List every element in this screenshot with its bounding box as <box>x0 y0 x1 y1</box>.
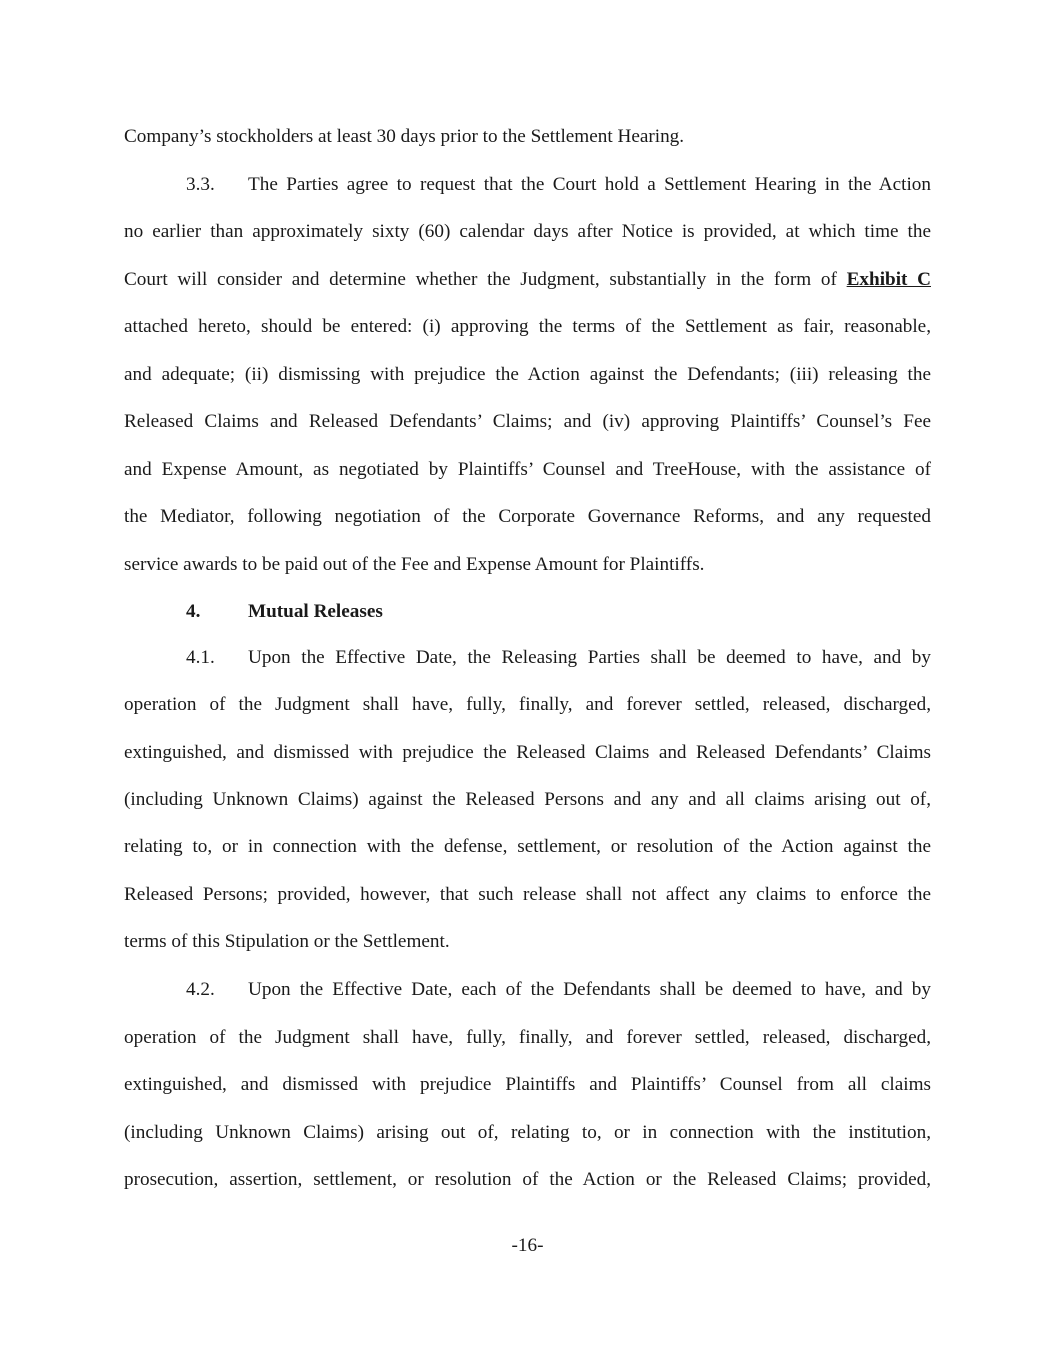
section-4-1-first-line <box>124 646 931 670</box>
section-4-number: 4. <box>186 601 201 622</box>
section-3-3-first-line <box>124 173 931 197</box>
section-4-2-number: 4.2. <box>186 979 215 1000</box>
section-3-3-text: The Parties agree to request that the Court hold a Settlement Hearing in the Action <box>248 174 931 195</box>
section-3-3-line: no earlier than approximately sixty (60) calendar days after Notice is provided, at which time the <box>124 221 931 242</box>
section-4-1-number: 4.1. <box>186 647 215 668</box>
section-4-2-line: extinguished, and dismissed with prejudice Plaintiffs and Plaintiffs’ Counsel from all claims <box>124 1074 931 1095</box>
section-4-heading <box>186 600 383 624</box>
section-4-2-line: operation of the Judgment shall have, fully, finally, and forever settled, released, discharged, <box>124 1027 931 1048</box>
section-3-3-line: Released Claims and Released Defendants’ Claims; and (iv) approving Plaintiffs’ Counsel’s Fee <box>124 411 931 432</box>
section-4-2-line: (including Unknown Claims) arising out of, relating to, or in connection with the institution, <box>124 1122 931 1143</box>
section-3-3-line: and adequate; (ii) dismissing with prejudice the Action against the Defendants; (iii) releasing the <box>124 364 931 385</box>
section-4-2-text: Upon the Effective Date, each of the Defendants shall be deemed to have, and by <box>248 979 931 1000</box>
section-3-3-line: and Expense Amount, as negotiated by Plaintiffs’ Counsel and TreeHouse, with the assistance of <box>124 459 931 480</box>
section-3-3-line: the Mediator, following negotiation of the Corporate Governance Reforms, and any requested <box>124 506 931 527</box>
page-number: -16- <box>511 1235 544 1256</box>
section-4-1-text: Upon the Effective Date, the Releasing Parties shall be deemed to have, and by <box>248 647 931 668</box>
continuation-text: Company’s stockholders at least 30 days prior to the Settlement Hearing. <box>124 126 685 147</box>
section-4-1-last-line: terms of this Stipulation or the Settlement. <box>124 931 450 952</box>
exhibit-c-reference: Exhibit C <box>846 269 931 290</box>
section-4-1-line: (including Unknown Claims) against the Released Persons and any and all claims arising out of, <box>124 789 931 810</box>
section-4-1-line: extinguished, and dismissed with prejudice the Released Claims and Released Defendants’ Claims <box>124 742 931 763</box>
section-4-2-line: prosecution, assertion, settlement, or resolution of the Action or the Released Claims; provided, <box>124 1169 931 1190</box>
section-3-3-line-text: Court will consider and determine whether the Judgment, substantially in the form of <box>124 269 847 290</box>
section-3-3-line <box>124 268 931 292</box>
section-4-2-first-line <box>124 978 931 1002</box>
section-3-3-line: attached hereto, should be entered: (i) approving the terms of the Settlement as fair, reasonable, <box>124 316 931 337</box>
section-3-3-number: 3.3. <box>186 174 215 195</box>
section-4-1-line: Released Persons; provided, however, that such release shall not affect any claims to enforce the <box>124 884 931 905</box>
section-4-1-line: operation of the Judgment shall have, fully, finally, and forever settled, released, discharged, <box>124 694 931 715</box>
continuation-line <box>124 125 931 149</box>
section-4-title: Mutual Releases <box>248 601 383 622</box>
section-4-1-line: relating to, or in connection with the defense, settlement, or resolution of the Action against the <box>124 836 931 857</box>
section-3-3-last-line: service awards to be paid out of the Fee and Expense Amount for Plaintiffs. <box>124 554 705 575</box>
